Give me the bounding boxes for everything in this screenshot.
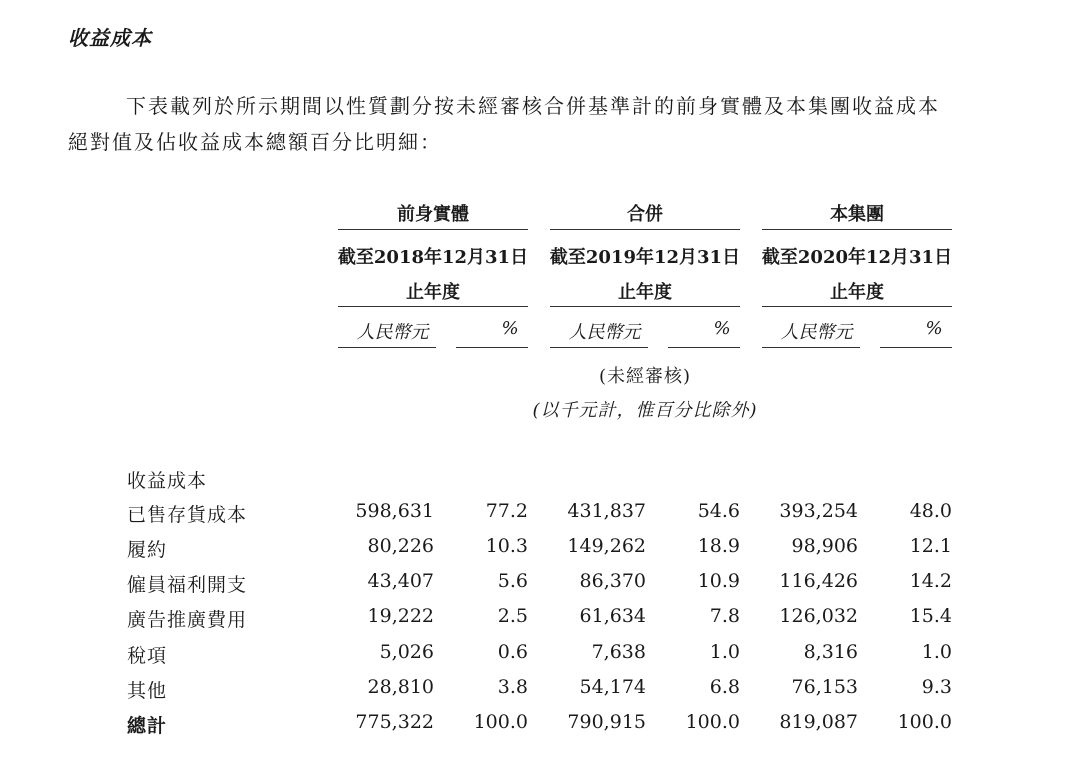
total-pct-2018: 100.0 <box>473 711 528 733</box>
cell-amount-2018: 598,631 <box>355 500 434 522</box>
cell-amount-2019: 431,837 <box>567 500 646 522</box>
column-period-2: 截至2019年12月31日 <box>549 247 741 268</box>
cell-amount-2020: 116,426 <box>779 570 858 592</box>
cell-pct-2018: 77.2 <box>485 500 528 522</box>
total-amount-2018: 775,322 <box>355 711 434 733</box>
cell-pct-2019: 7.8 <box>709 605 740 627</box>
cell-pct-2019: 10.9 <box>697 570 740 592</box>
cell-pct-2019: 1.0 <box>709 641 740 663</box>
column-underline-amount-3 <box>762 347 860 348</box>
column-pct-unit-2: % <box>713 318 731 339</box>
column-underline-amount-2 <box>550 347 648 348</box>
cell-pct-2018: 3.8 <box>497 676 528 698</box>
cell-pct-2018: 2.5 <box>497 605 528 627</box>
column-entity-1: 前身實體 <box>397 204 469 225</box>
cell-pct-2020: 12.1 <box>909 535 952 557</box>
column-amount-unit-3: 人民幣元 <box>780 322 853 343</box>
cell-amount-2018: 28,810 <box>367 676 434 698</box>
row-label: 履約 <box>127 539 168 561</box>
cell-amount-2020: 8,316 <box>803 641 858 663</box>
cell-amount-2018: 43,407 <box>367 570 434 592</box>
row-label: 廣告推廣費用 <box>127 609 248 631</box>
row-label: 僱員福利開支 <box>127 574 248 596</box>
column-period-suffix-1: 止年度 <box>406 282 460 303</box>
cell-pct-2018: 5.6 <box>497 570 528 592</box>
total-amount-2019: 790,915 <box>567 711 646 733</box>
table-row <box>0 535 1080 565</box>
cell-amount-2019: 7,638 <box>591 641 646 663</box>
row-label: 已售存貨成本 <box>127 504 248 526</box>
section-title: 收益成本 <box>68 26 152 50</box>
column-divider-3 <box>762 229 952 230</box>
cell-amount-2019: 149,262 <box>567 535 646 557</box>
cell-pct-2020: 15.4 <box>909 605 952 627</box>
column-underline-pct-3 <box>880 347 952 348</box>
row-label: 其他 <box>127 680 168 702</box>
table-row <box>0 676 1080 706</box>
table-row <box>0 641 1080 671</box>
cell-amount-2020: 98,906 <box>791 535 858 557</box>
column-period-suffix-3: 止年度 <box>830 282 884 303</box>
cell-pct-2018: 10.3 <box>485 535 528 557</box>
column-divider-2b <box>550 306 740 307</box>
cell-pct-2019: 18.9 <box>697 535 740 557</box>
column-pct-unit-3: % <box>925 318 943 339</box>
unaudited-note: (未經審核) <box>598 366 692 387</box>
column-underline-pct-1 <box>456 347 528 348</box>
column-amount-unit-1: 人民幣元 <box>356 322 429 343</box>
cell-pct-2020: 14.2 <box>909 570 952 592</box>
column-entity-2: 合併 <box>627 204 663 225</box>
total-pct-2019: 100.0 <box>685 711 740 733</box>
column-divider-2 <box>550 229 740 230</box>
cell-pct-2020: 1.0 <box>921 641 952 663</box>
cell-amount-2020: 126,032 <box>779 605 858 627</box>
cell-amount-2018: 19,222 <box>367 605 434 627</box>
column-amount-unit-2: 人民幣元 <box>568 322 641 343</box>
cell-pct-2019: 54.6 <box>697 500 740 522</box>
cell-amount-2018: 80,226 <box>367 535 434 557</box>
column-period-3: 截至2020年12月31日 <box>761 247 953 268</box>
cell-amount-2020: 393,254 <box>779 500 858 522</box>
column-divider-3b <box>762 306 952 307</box>
total-amount-2020: 819,087 <box>779 711 858 733</box>
cell-amount-2019: 61,634 <box>579 605 646 627</box>
total-pct-2020: 100.0 <box>897 711 952 733</box>
column-pct-unit-1: % <box>501 318 519 339</box>
cell-amount-2019: 54,174 <box>579 676 646 698</box>
total-label: 總計 <box>127 715 168 737</box>
table-row <box>0 500 1080 530</box>
column-divider-1b <box>338 306 528 307</box>
cell-pct-2018: 0.6 <box>497 641 528 663</box>
column-underline-amount-1 <box>338 347 436 348</box>
cell-amount-2018: 5,026 <box>379 641 434 663</box>
table-row <box>0 570 1080 600</box>
cell-pct-2020: 9.3 <box>921 676 952 698</box>
cell-amount-2019: 86,370 <box>579 570 646 592</box>
intro-paragraph: 下表載列於所示期間以性質劃分按未經審核合併基準計的前身實體及本集團收益成本絕對值及佔收益成本總額百分比明細： <box>68 94 940 154</box>
cell-pct-2019: 6.8 <box>709 676 740 698</box>
table-total-row <box>0 711 1080 741</box>
column-underline-pct-2 <box>668 347 740 348</box>
column-period-1: 截至2018年12月31日 <box>337 247 529 268</box>
column-divider-1 <box>338 229 528 230</box>
cell-pct-2020: 48.0 <box>909 500 952 522</box>
group-heading: 收益成本 <box>127 470 208 492</box>
row-label: 稅項 <box>127 645 168 667</box>
units-note: (以千元計，惟百分比除外) <box>532 400 758 421</box>
column-period-suffix-2: 止年度 <box>618 282 672 303</box>
column-entity-3: 本集團 <box>830 204 884 225</box>
cell-amount-2020: 76,153 <box>791 676 858 698</box>
table-row <box>0 605 1080 635</box>
